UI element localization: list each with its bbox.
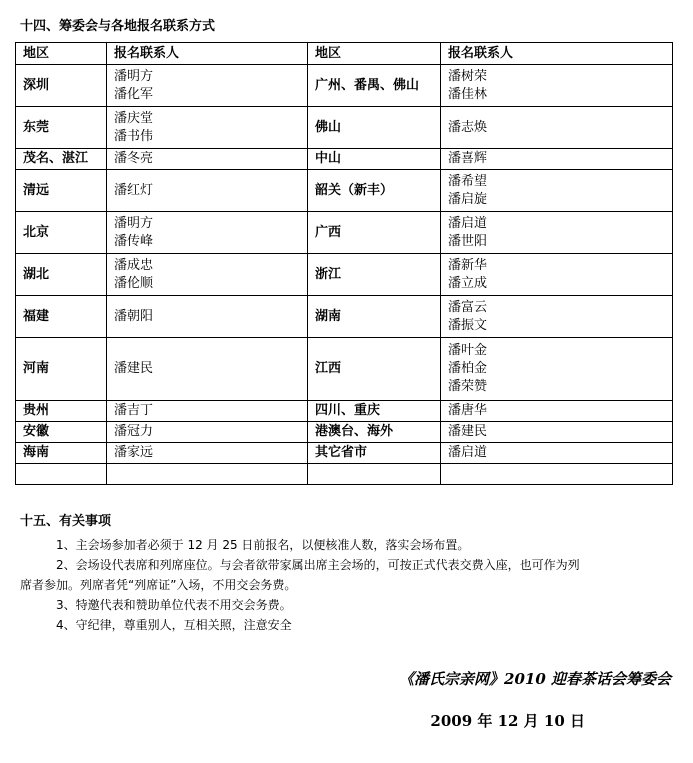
contact-name: 潘书伟: [114, 128, 154, 144]
contact-name: 潘红灯: [114, 182, 154, 198]
table-row: [16, 107, 673, 149]
contacts-cell: [441, 401, 673, 422]
region-cell: 港澳台、海外: [308, 422, 441, 443]
table-row: [16, 422, 673, 443]
contact-name: 潘明方: [114, 215, 154, 231]
contact-name: 潘成忠: [114, 257, 154, 273]
note-item-2: 2、会场设代表席和列席座位。与会者欲带家属出席主会场的，可按正式代表交费入座，也可作为列: [56, 558, 580, 572]
contact-table-body: [16, 43, 673, 485]
contact-name: 潘启旋: [448, 191, 488, 207]
contacts-cell: [107, 212, 308, 254]
region-cell: 北京: [16, 212, 107, 254]
note-item-3: 3、特邀代表和赞助单位代表不用交会务费。: [56, 598, 292, 612]
region-cell: 安徽: [16, 422, 107, 443]
contact-name: 潘世阳: [448, 233, 488, 249]
contacts-cell: [441, 338, 673, 401]
signature-date: 2009 年 12 月 10 日: [430, 712, 585, 730]
contacts-cell: [107, 422, 308, 443]
note-item-1: 1、主会场参加者必须于 12 月 25 日前报名，以便核准人数，落实会场布置。: [56, 538, 470, 552]
contact-name: 潘建民: [448, 424, 488, 439]
contacts-cell: [107, 296, 308, 338]
region-cell: 海南: [16, 443, 107, 464]
contact-name: 潘传峰: [114, 233, 154, 249]
contact-name: 潘振文: [448, 317, 488, 333]
contact-name: 潘伦顺: [114, 275, 154, 291]
contact-name: 潘冬亮: [114, 151, 154, 166]
contacts-cell: [107, 338, 308, 401]
contact-name: 潘荣赞: [448, 379, 488, 394]
contact-name: 潘新华: [448, 257, 488, 273]
contacts-cell: [441, 107, 673, 149]
table-row: [16, 464, 673, 485]
table-header-row: [16, 43, 673, 65]
contacts-cell: [107, 254, 308, 296]
contacts-cell: [441, 296, 673, 338]
region-cell: 东莞: [16, 107, 107, 149]
contacts-cell: [107, 149, 308, 170]
notes-list: [20, 535, 680, 635]
region-cell: 贵州: [16, 401, 107, 422]
contacts-cell: [107, 107, 308, 149]
contact-table: [15, 42, 673, 485]
region-cell: 广西: [308, 212, 441, 254]
contacts-cell: [441, 65, 673, 107]
header-region-2: 地区: [308, 43, 441, 65]
contacts-cell: [441, 212, 673, 254]
contact-name: 潘建民: [114, 361, 154, 376]
contact-name: 潘启道: [448, 445, 488, 460]
region-cell: 福建: [16, 296, 107, 338]
signature-organizer: 《潘氏宗亲网》2010 迎春茶话会筹委会: [399, 670, 671, 688]
region-cell: 茂名、湛江: [16, 149, 107, 170]
region-cell: [16, 464, 107, 485]
contact-name: 潘冠力: [114, 424, 154, 439]
section-14-title: 十四、筹委会与各地报名联系方式: [20, 19, 216, 34]
region-cell: 其它省市: [308, 443, 441, 464]
contact-name: 潘树荣: [448, 68, 488, 84]
contacts-cell: [441, 443, 673, 464]
contacts-cell: [441, 149, 673, 170]
region-cell: 广州、番禺、佛山: [308, 65, 441, 107]
section-15-title: 十五、有关事项: [20, 514, 112, 529]
region-cell: 深圳: [16, 65, 107, 107]
region-cell: 韶关（新丰）: [308, 170, 441, 212]
region-cell: 中山: [308, 149, 441, 170]
region-cell: 四川、重庆: [308, 401, 441, 422]
contact-name: 潘佳林: [448, 86, 488, 102]
header-region-1: 地区: [16, 43, 107, 65]
table-row: [16, 65, 673, 107]
table-row: [16, 401, 673, 422]
contact-name: 潘喜辉: [448, 151, 488, 166]
table-row: [16, 296, 673, 338]
contacts-cell: [107, 464, 308, 485]
contact-name: 潘庆堂: [114, 110, 154, 126]
contacts-cell: [107, 170, 308, 212]
region-cell: [308, 464, 441, 485]
region-cell: 江西: [308, 338, 441, 401]
contact-name: 潘立成: [448, 275, 488, 291]
header-contact-1: 报名联系人: [107, 43, 308, 65]
contact-name: 潘启道: [448, 215, 488, 231]
region-cell: 佛山: [308, 107, 441, 149]
contacts-cell: [441, 464, 673, 485]
contact-name: 潘叶金: [448, 343, 488, 358]
contact-name: 潘化军: [114, 86, 154, 102]
region-cell: 浙江: [308, 254, 441, 296]
note-item-2-continued: 席者参加。列席者凭“列席证”入场，不用交会务费。: [20, 578, 297, 592]
table-row: [16, 170, 673, 212]
contacts-cell: [107, 65, 308, 107]
region-cell: 清远: [16, 170, 107, 212]
contact-name: 潘志焕: [448, 119, 488, 135]
contacts-cell: [441, 170, 673, 212]
contact-name: 潘朝阳: [114, 308, 154, 324]
contact-name: 潘家远: [114, 445, 154, 460]
contact-name: 潘唐华: [448, 403, 488, 418]
contact-name: 潘希望: [448, 173, 488, 189]
table-row: [16, 212, 673, 254]
table-row: [16, 338, 673, 401]
contacts-cell: [441, 422, 673, 443]
table-row: [16, 254, 673, 296]
contacts-cell: [441, 254, 673, 296]
header-contact-2: 报名联系人: [441, 43, 673, 65]
contacts-cell: [107, 443, 308, 464]
contact-name: 潘吉丁: [114, 403, 154, 418]
contacts-cell: [107, 401, 308, 422]
table-row: [16, 149, 673, 170]
contact-name: 潘明方: [114, 68, 154, 84]
region-cell: 河南: [16, 338, 107, 401]
table-row: [16, 443, 673, 464]
note-item-4: 4、守纪律，尊重别人，互相关照，注意安全: [56, 618, 292, 632]
contact-name: 潘富云: [448, 299, 488, 315]
region-cell: 湖南: [308, 296, 441, 338]
region-cell: 湖北: [16, 254, 107, 296]
contact-name: 潘柏金: [448, 361, 488, 376]
